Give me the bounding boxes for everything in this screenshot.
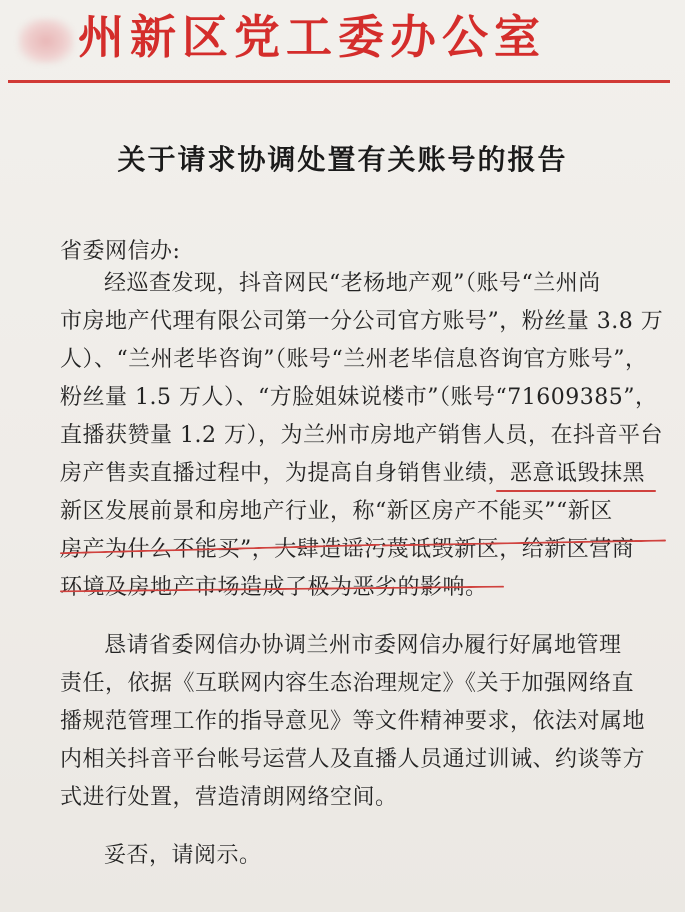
body-line: 人）、“兰州老毕咨询”（账号“兰州老毕信息咨询官方账号”， bbox=[60, 347, 648, 372]
addressee: 省委网信办: bbox=[60, 239, 181, 264]
body-line: 粉丝量 1.5 万人）、“方脸姐妹说楼市”（账号“71609385”， bbox=[60, 385, 658, 410]
body-line: 新区发展前景和房地产行业，称“新区房产不能买”“新区 bbox=[60, 499, 613, 524]
body-line: 经巡查发现，抖音网民“老杨地产观”（账号“兰州尚 bbox=[104, 271, 601, 296]
body-line: 责任，依据《互联网内容生态治理规定》《关于加强网络直 bbox=[60, 671, 635, 696]
report-title: 关于请求协调处置有关账号的报告 bbox=[117, 143, 568, 176]
body-line: 房产为什么不能买”，大肆造谣污蔑诋毁新区，给新区营商 bbox=[60, 537, 635, 562]
letterhead-red-rule bbox=[8, 80, 670, 83]
body-line: 市房地产代理有限公司第一分公司官方账号”，粉丝量 3.8 万 bbox=[60, 309, 664, 334]
body-line: 直播获赞量 1.2 万），为兰州市房地产销售人员，在抖音平台 bbox=[60, 423, 663, 448]
letterhead-office-name: 州新区党工委办公室 bbox=[78, 10, 546, 64]
body-line: 播规范管理工作的指导意见》等文件精神要求，依法对属地 bbox=[60, 709, 646, 734]
body-line: 内相关抖音平台帐号运营人及直播人员通过训诫、约谈等方 bbox=[60, 747, 646, 772]
closing-line: 妥否，请阅示。 bbox=[104, 843, 262, 868]
red-underline bbox=[496, 490, 656, 492]
body-line: 环境及房地产市场造成了极为恶劣的影响。 bbox=[60, 575, 488, 600]
body-line: 式进行处置，营造清朗网络空间。 bbox=[60, 785, 398, 810]
body-line: 房产售卖直播过程中，为提高自身销售业绩，恶意诋毁抹黑 bbox=[60, 461, 646, 486]
blurred-character bbox=[18, 18, 74, 64]
body-line: 恳请省委网信办协调兰州市委网信办履行好属地管理 bbox=[104, 633, 622, 658]
letterhead bbox=[18, 6, 678, 68]
